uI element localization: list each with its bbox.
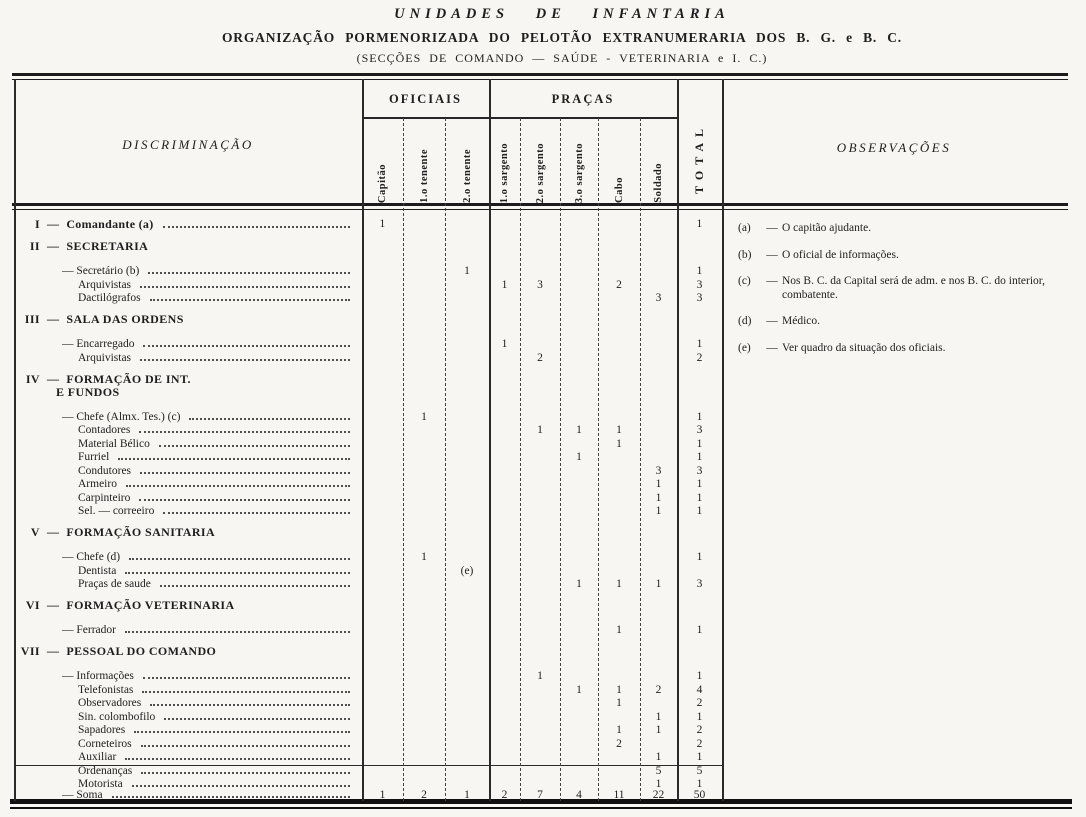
value-cell: 1 — [696, 265, 703, 277]
discrimination-header: DISCRIMINAÇÃO — [122, 137, 254, 152]
value-cell: 22 — [652, 789, 665, 801]
value-cell: 3 — [696, 578, 703, 590]
value-cell: 1 — [537, 670, 543, 682]
row-label: Dactilógrafos — [14, 292, 362, 304]
value-cell: 2 — [696, 697, 703, 709]
page-subtitle: ORGANIZAÇÃO PORMENORIZADA DO PELOTÃO EXTRANUMERARIA DOS B. G. e B. C. — [222, 30, 902, 45]
table-row — [14, 352, 722, 364]
dot-leader — [125, 758, 350, 760]
value-cell: 1 — [696, 710, 703, 723]
column-header: 1.o sargento — [499, 142, 510, 203]
value-cell: 1 — [696, 505, 703, 517]
value-cell: 1 — [421, 410, 427, 423]
row-label: Armeiro — [14, 478, 362, 490]
table-row — [14, 724, 722, 736]
section-row — [14, 373, 722, 399]
observation-item: (e) — Ver quadro da situação dos oficiais. — [738, 342, 1070, 356]
section-row — [14, 240, 722, 253]
table-row — [14, 505, 722, 517]
value-cell: 3 — [537, 278, 543, 291]
value-cell: 2 — [616, 737, 622, 750]
dot-leader — [140, 359, 350, 361]
row-label: — Soma — [14, 784, 362, 806]
value-cell: 1 — [696, 478, 703, 490]
table-body — [14, 216, 722, 790]
value-cell: 2 — [616, 278, 622, 291]
value-cell: 1 — [696, 751, 703, 763]
table-row — [14, 784, 722, 806]
section-row — [14, 599, 722, 612]
table-row — [14, 711, 722, 723]
total-column-header-box — [677, 112, 722, 204]
column-header-cell — [520, 121, 560, 203]
value-cell: 1 — [576, 683, 582, 696]
value-cell: 5 — [655, 764, 662, 777]
row-label: Ordenanças — [14, 765, 362, 777]
value-cell: 1 — [696, 410, 703, 423]
value-cell: 2 — [696, 351, 703, 364]
value-cell: 1 — [655, 478, 662, 490]
observations-header: OBSERVAÇÕES — [836, 140, 952, 155]
dot-leader — [189, 418, 350, 420]
value-cell: 1 — [655, 724, 662, 736]
value-cell: 1 — [576, 424, 582, 436]
value-cell: 1 — [464, 265, 470, 277]
table-row — [14, 438, 722, 450]
value-cell: 1 — [696, 338, 703, 350]
value-cell: 3 — [696, 464, 703, 477]
value-cell: 1 — [696, 451, 703, 463]
row-label: Sapadores — [14, 724, 362, 736]
value-cell: 1 — [655, 505, 662, 517]
observation-text: Ver quadro da situação dos oficiais. — [782, 341, 946, 354]
value-cell: 1 — [696, 218, 703, 230]
dot-leader — [125, 631, 350, 633]
column-headers — [362, 121, 677, 203]
row-label: V — FORMAÇÃO SANITARIA — [30, 526, 216, 539]
value-cell: 2 — [421, 789, 427, 801]
table-row — [14, 451, 722, 463]
column-header: Capitão — [377, 163, 388, 203]
value-cell: 3 — [696, 278, 703, 291]
column-header: Cabo — [613, 177, 625, 203]
dot-leader — [160, 585, 350, 587]
value-cell: 7 — [537, 789, 543, 801]
column-header: 2.o sargento — [534, 142, 546, 203]
value-cell: 1 — [696, 624, 703, 636]
row-label: — Encarregado — [14, 338, 362, 350]
value-cell: 1 — [501, 278, 508, 291]
column-header-cell — [403, 121, 445, 203]
dot-leader — [126, 485, 350, 487]
value-cell: 3 — [696, 424, 703, 436]
value-cell: 1 — [501, 338, 508, 350]
value-cell: 2 — [696, 724, 703, 736]
row-label: Praças de saude — [14, 578, 362, 590]
observation-key: (a) — [738, 222, 751, 234]
value-cell: 1 — [576, 578, 582, 590]
observation-key: (e) — [738, 341, 751, 354]
value-cell: 11 — [613, 789, 625, 801]
dot-leader — [129, 558, 350, 560]
dot-leader — [150, 704, 350, 706]
value-cell: 1 — [655, 751, 662, 763]
row-label: Sin. colombofilo — [14, 711, 362, 723]
value-cell: 2 — [696, 737, 703, 750]
row-label: Auxiliar — [14, 751, 362, 763]
row-label: Observadores — [14, 697, 362, 709]
value-cell: 1 — [616, 683, 622, 696]
section-row — [14, 645, 722, 658]
table-row — [14, 411, 722, 423]
row-label: — Chefe (Almx. Tes.) (c) — [14, 411, 362, 423]
observation-text: Nos B. C. da Capital será de adm. e nos B. C. do interior, combatente. — [782, 275, 1046, 301]
value-cell: 1 — [696, 778, 703, 790]
table-row — [14, 292, 722, 304]
value-cell: 1 — [616, 724, 622, 736]
header-bottom-rule — [12, 203, 1068, 210]
dot-leader — [125, 572, 350, 574]
section-row — [14, 526, 722, 539]
table-row — [14, 218, 722, 231]
table-row — [14, 697, 722, 709]
row-label: Arquivistas — [14, 279, 362, 291]
pracas-group-header: PRAÇAS — [551, 92, 615, 106]
value-cell: 2 — [655, 683, 662, 696]
column-header-cell — [362, 121, 403, 203]
section-row — [14, 313, 722, 326]
row-label: Furriel — [14, 451, 362, 463]
row-label: Contadores — [14, 424, 362, 436]
value-cell: 3 — [655, 292, 662, 304]
row-label: — Ferrador — [14, 624, 362, 636]
table-row — [14, 624, 722, 636]
value-cell: 3 — [655, 464, 662, 477]
value-cell: 1 — [379, 789, 386, 801]
observation-item: (a) — O capitão ajudante. — [738, 222, 1070, 236]
value-cell: 1 — [464, 789, 470, 801]
dot-leader — [163, 512, 350, 514]
dot-leader — [118, 458, 350, 460]
table-row — [14, 751, 722, 763]
observation-text: O capitão ajudante. — [782, 222, 872, 234]
row-label: Condutores — [14, 465, 362, 477]
dot-leader — [150, 299, 350, 301]
value-cell: 3 — [696, 292, 703, 304]
column-header-cell — [489, 121, 520, 203]
dot-leader — [159, 445, 350, 447]
table-row — [14, 551, 722, 563]
value-cell: 1 — [696, 551, 703, 563]
value-cell: 1 — [655, 491, 662, 504]
dot-leader — [134, 731, 350, 733]
observation-text: Médico. — [782, 315, 821, 327]
table-row — [14, 424, 722, 436]
table-row — [14, 670, 722, 682]
page-title: UNIDADES DE INFANTARIA — [394, 6, 730, 22]
row-label: IV — FORMAÇÃO DE INT. E FUNDOS — [25, 372, 191, 399]
value-cell: 50 — [693, 789, 706, 801]
value-cell: 1 — [616, 578, 622, 590]
column-header: 1.o tenente — [418, 149, 430, 203]
column-header-cell — [560, 121, 598, 203]
table-row — [14, 465, 722, 477]
column-header: 3.o sargento — [573, 142, 585, 203]
column-header-cell — [598, 121, 640, 203]
value-cell: 4 — [576, 789, 582, 801]
dot-leader — [143, 677, 350, 679]
value-cell: 1 — [655, 578, 662, 590]
page-subnote: (SECÇÕES DE COMANDO — SAÚDE - VETERINARIA e I. C.) — [356, 51, 768, 65]
observation-item: (c) — Nos B. C. da Capital será de adm. e nos B. C. do interior, combatente. — [738, 275, 1070, 302]
observations-list — [738, 222, 1070, 368]
row-label: Corneteiros — [14, 738, 362, 750]
dot-leader — [148, 272, 350, 274]
dot-leader — [164, 718, 350, 720]
row-label: Arquivistas — [14, 352, 362, 364]
table-row — [14, 338, 722, 350]
value-cell: 2 — [537, 351, 543, 364]
observation-item: (b) — O oficial de informações. — [738, 249, 1070, 263]
value-cell: 1 — [379, 218, 386, 230]
row-label: I — Comandante (a) — [14, 218, 362, 231]
oficiais-group-header: OFICIAIS — [389, 92, 462, 106]
observation-key: (b) — [738, 248, 752, 261]
row-label: Motorista — [14, 778, 362, 790]
dot-leader — [142, 691, 350, 693]
table-row — [14, 738, 722, 750]
dot-leader — [139, 499, 350, 501]
row-label: II — SECRETARIA — [29, 240, 149, 253]
observation-key: (c) — [738, 275, 751, 287]
observation-text: O oficial de informações. — [782, 248, 899, 261]
row-label: Telefonistas — [14, 684, 362, 696]
column-header-cell — [640, 121, 677, 203]
table-row — [14, 578, 722, 590]
soma-row-container — [14, 772, 722, 806]
observation-key: (d) — [738, 315, 752, 327]
row-label: VII — PESSOAL DO COMANDO — [20, 645, 217, 658]
top-rule — [12, 73, 1068, 80]
value-cell: 4 — [696, 683, 703, 696]
value-cell: 5 — [696, 764, 703, 777]
row-label: Material Bélico — [14, 438, 362, 450]
observation-item: (d) — Médico. — [738, 315, 1070, 329]
value-cell: 1 — [696, 437, 703, 450]
dot-leader — [139, 431, 350, 433]
dot-leader — [140, 472, 350, 474]
table-row — [14, 565, 722, 577]
row-label: Carpinteiro — [14, 492, 362, 504]
table-row — [14, 684, 722, 696]
row-label: — Chefe (d) — [14, 551, 362, 563]
row-label: — Secretário (b) — [14, 265, 362, 277]
dot-leader — [143, 345, 350, 347]
value-cell: 2 — [501, 789, 508, 801]
value-cell: 1 — [696, 491, 703, 504]
row-label: III — SALA DAS ORDENS — [24, 313, 184, 326]
document-heading — [0, 6, 1086, 66]
value-cell: 1 — [616, 437, 622, 450]
dot-leader — [141, 745, 350, 747]
column-header: 2.o tenente — [461, 149, 473, 203]
value-cell: (e) — [460, 564, 474, 577]
col-line-observacoes — [722, 79, 724, 801]
table-row — [14, 478, 722, 490]
row-label: Dentista — [14, 565, 362, 577]
table-row — [14, 279, 722, 291]
table-row — [14, 265, 722, 277]
column-header: Soldado — [653, 163, 664, 203]
value-cell: 1 — [421, 551, 427, 563]
table-row — [14, 492, 722, 504]
value-cell: 1 — [696, 670, 703, 682]
total-column-header: TOTAL — [692, 122, 706, 194]
dot-leader — [140, 286, 350, 288]
value-cell: 1 — [616, 424, 622, 436]
value-cell: 1 — [576, 451, 582, 463]
column-header-cell — [445, 121, 489, 203]
row-label: Sel. — correeiro — [14, 505, 362, 517]
row-label: — Informações — [14, 670, 362, 682]
row-label: VI — FORMAÇÃO VETERINARIA — [25, 599, 235, 612]
dot-leader — [112, 796, 350, 798]
value-cell: 1 — [655, 778, 662, 790]
value-cell: 1 — [616, 697, 622, 709]
value-cell: 1 — [537, 424, 543, 436]
dot-leader — [163, 226, 350, 228]
value-cell: 1 — [616, 624, 622, 636]
value-cell: 1 — [655, 710, 662, 723]
